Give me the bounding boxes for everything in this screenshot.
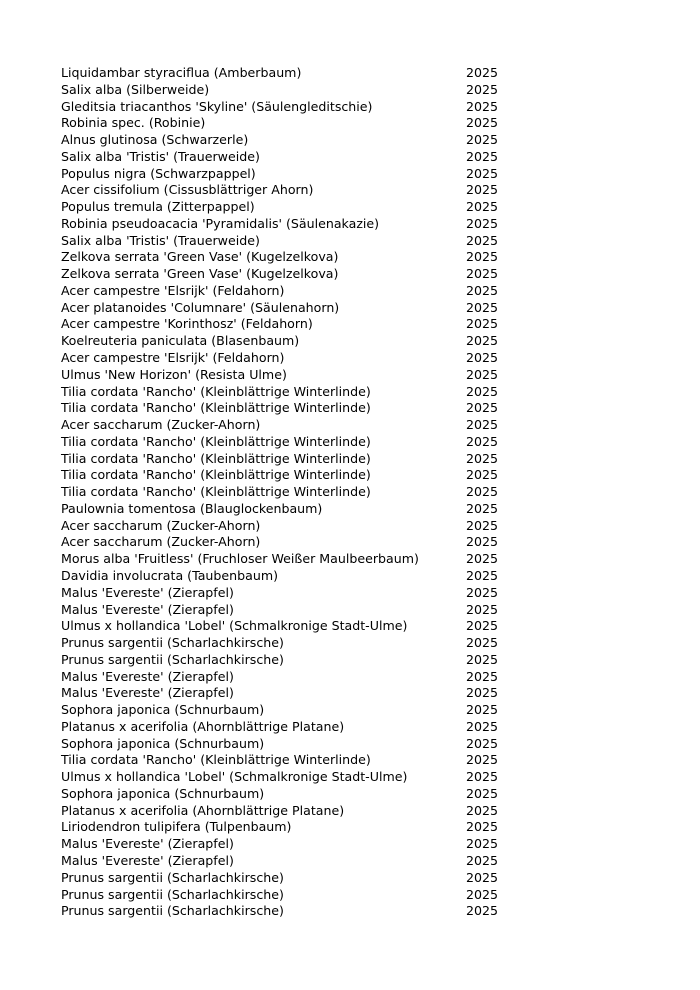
tree-list-row (61, 752, 511, 769)
planting-year: 2025 (466, 567, 499, 583)
tree-species-name: Malus 'Evereste' (Zierapfel) (61, 601, 234, 617)
planting-year: 2025 (466, 215, 499, 231)
tree-list-row (61, 568, 511, 585)
planting-year: 2025 (466, 802, 499, 818)
tree-species-name: Platanus x acerifolia (Ahornblättrige Platane) (61, 802, 345, 818)
planting-year: 2025 (466, 433, 499, 449)
tree-list-row (61, 216, 511, 233)
tree-species-name: Acer campestre 'Elsrijk' (Feldahorn) (61, 350, 285, 366)
tree-list-row (61, 803, 511, 820)
tree-list-row (61, 367, 511, 384)
tree-species-name: Tilia cordata 'Rancho' (Kleinblättrige Winterlinde) (61, 467, 371, 483)
tree-species-name: Alnus glutinosa (Schwarzerle) (61, 132, 249, 148)
tree-species-name: Tilia cordata 'Rancho' (Kleinblättrige Winterlinde) (61, 400, 371, 416)
tree-list-row (61, 283, 511, 300)
tree-species-name: Acer campestre 'Elsrijk' (Feldahorn) (61, 282, 285, 298)
tree-species-name: Acer saccharum (Zucker-Ahorn) (61, 534, 261, 550)
planting-year: 2025 (466, 299, 499, 315)
planting-year: 2025 (466, 769, 499, 785)
planting-year: 2025 (466, 500, 499, 516)
planting-year: 2025 (466, 266, 499, 282)
tree-list-row (61, 903, 511, 920)
tree-species-name: Zelkova serrata 'Green Vase' (Kugelzelkova) (61, 266, 339, 282)
tree-species-name: Ulmus x hollandica 'Lobel' (Schmalkronige Stadt-Ulme) (61, 769, 408, 785)
tree-list-row (61, 836, 511, 853)
planting-year: 2025 (466, 718, 499, 734)
planting-year: 2025 (466, 635, 499, 651)
tree-species-name: Salix alba 'Tristis' (Trauerweide) (61, 148, 260, 164)
tree-list-row (61, 333, 511, 350)
tree-species-name: Ulmus 'New Horizon' (Resista Ulme) (61, 366, 287, 382)
planting-year: 2025 (466, 65, 499, 80)
tree-species-name: Acer saccharum (Zucker-Ahorn) (61, 417, 261, 433)
planting-year: 2025 (466, 601, 499, 617)
tree-list-row (61, 417, 511, 434)
tree-species-name: Sophora japonica (Schnurbaum) (61, 735, 265, 751)
tree-species-name: Populus tremula (Zitterpappel) (61, 199, 255, 215)
planting-year: 2025 (466, 417, 499, 433)
planting-year: 2025 (466, 702, 499, 718)
tree-list-row (61, 652, 511, 669)
tree-list-row (61, 384, 511, 401)
tree-list-row (61, 702, 511, 719)
tree-list-row (61, 585, 511, 602)
planting-year: 2025 (466, 383, 499, 399)
tree-species-name: Robinia spec. (Robinie) (61, 115, 206, 131)
planting-year: 2025 (466, 182, 499, 198)
tree-species-name: Acer cissifolium (Cissusblättriger Ahorn) (61, 182, 314, 198)
planting-year: 2025 (466, 534, 499, 550)
tree-list-row (61, 602, 511, 619)
planting-year: 2025 (466, 819, 499, 835)
tree-species-name: Malus 'Evereste' (Zierapfel) (61, 668, 234, 684)
tree-list-row (61, 618, 511, 635)
tree-list-row (61, 249, 511, 266)
tree-list-row (61, 316, 511, 333)
tree-list-row (61, 451, 511, 468)
planting-year: 2025 (466, 132, 499, 148)
planting-year: 2025 (466, 651, 499, 667)
tree-list-row (61, 467, 511, 484)
tree-list-row (61, 132, 511, 149)
tree-species-name: Populus nigra (Schwarzpappel) (61, 165, 256, 181)
planting-year: 2025 (466, 685, 499, 701)
tree-species-name: Malus 'Evereste' (Zierapfel) (61, 685, 234, 701)
planting-year: 2025 (466, 467, 499, 483)
tree-list-row (61, 82, 511, 99)
planting-year: 2025 (466, 400, 499, 416)
planting-year: 2025 (466, 852, 499, 868)
tree-species-name: Tilia cordata 'Rancho' (Kleinblättrige Winterlinde) (61, 450, 371, 466)
tree-species-name: Davidia involucrata (Taubenbaum) (61, 567, 278, 583)
tree-species-name: Tilia cordata 'Rancho' (Kleinblättrige Winterlinde) (61, 752, 371, 768)
tree-list-row (61, 149, 511, 166)
planting-year: 2025 (466, 618, 499, 634)
tree-list-row (61, 434, 511, 451)
planting-year: 2025 (466, 98, 499, 114)
tree-species-name: Sophora japonica (Schnurbaum) (61, 702, 265, 718)
planting-year: 2025 (466, 752, 499, 768)
tree-species-name: Gleditsia triacanthos 'Skyline' (Säulengleditschie) (61, 98, 373, 114)
planting-year: 2025 (466, 903, 499, 919)
tree-species-name: Platanus x acerifolia (Ahornblättrige Platane) (61, 718, 345, 734)
planting-year: 2025 (466, 115, 499, 131)
tree-species-name: Malus 'Evereste' (Zierapfel) (61, 852, 234, 868)
tree-list-row (61, 400, 511, 417)
tree-species-name: Robinia pseudoacacia 'Pyramidalis' (Säulenakazie) (61, 215, 380, 231)
tree-list-row (61, 669, 511, 686)
tree-species-name: Tilia cordata 'Rancho' (Kleinblättrige Winterlinde) (61, 383, 371, 399)
tree-species-name: Malus 'Evereste' (Zierapfel) (61, 584, 234, 600)
planting-year: 2025 (466, 785, 499, 801)
planting-year: 2025 (466, 450, 499, 466)
tree-species-name: Prunus sargentii (Scharlachkirsche) (61, 869, 284, 885)
tree-list-row (61, 635, 511, 652)
planting-year: 2025 (466, 148, 499, 164)
tree-list-row (61, 266, 511, 283)
tree-list-row (61, 300, 511, 317)
tree-list-row (61, 115, 511, 132)
planting-year: 2025 (466, 249, 499, 265)
planting-year: 2025 (466, 232, 499, 248)
tree-species-name: Zelkova serrata 'Green Vase' (Kugelzelkova) (61, 249, 339, 265)
tree-list-row (61, 199, 511, 216)
planting-year: 2025 (466, 517, 499, 533)
planting-year: 2025 (466, 316, 499, 332)
planting-year: 2025 (466, 584, 499, 600)
tree-list-row (61, 736, 511, 753)
tree-list-row (61, 685, 511, 702)
tree-species-name: Morus alba 'Fruitless' (Fruchloser Weißer Maulbeerbaum) (61, 551, 419, 567)
tree-list-row (61, 65, 511, 82)
planting-year: 2025 (466, 886, 499, 902)
tree-list-row (61, 182, 511, 199)
tree-species-name: Acer saccharum (Zucker-Ahorn) (61, 517, 261, 533)
planting-year: 2025 (466, 81, 499, 97)
tree-list-row (61, 870, 511, 887)
tree-species-name: Prunus sargentii (Scharlachkirsche) (61, 635, 284, 651)
tree-species-name: Sophora japonica (Schnurbaum) (61, 785, 265, 801)
tree-species-name: Prunus sargentii (Scharlachkirsche) (61, 903, 284, 919)
tree-species-name: Malus 'Evereste' (Zierapfel) (61, 836, 234, 852)
planting-year: 2025 (466, 551, 499, 567)
tree-species-name: Acer platanoides 'Columnare' (Säulenahorn) (61, 299, 340, 315)
tree-list-row (61, 719, 511, 736)
tree-species-name: Prunus sargentii (Scharlachkirsche) (61, 651, 284, 667)
tree-list-row (61, 534, 511, 551)
planting-year: 2025 (466, 350, 499, 366)
tree-list-row (61, 501, 511, 518)
tree-list-row (61, 853, 511, 870)
planting-year: 2025 (466, 735, 499, 751)
planting-year: 2025 (466, 333, 499, 349)
tree-species-name: Prunus sargentii (Scharlachkirsche) (61, 886, 284, 902)
tree-species-name: Tilia cordata 'Rancho' (Kleinblättrige Winterlinde) (61, 433, 371, 449)
tree-list-row (61, 233, 511, 250)
tree-species-name: Tilia cordata 'Rancho' (Kleinblättrige Winterlinde) (61, 484, 371, 500)
planting-year: 2025 (466, 282, 499, 298)
tree-list-row (61, 786, 511, 803)
planting-year: 2025 (466, 836, 499, 852)
planting-year: 2025 (466, 165, 499, 181)
planting-year: 2025 (466, 199, 499, 215)
planting-year: 2025 (466, 484, 499, 500)
tree-species-name: Liriodendron tulipifera (Tulpenbaum) (61, 819, 292, 835)
tree-list-row (61, 484, 511, 501)
tree-list-row (61, 887, 511, 904)
tree-list-row (61, 769, 511, 786)
planting-year: 2025 (466, 366, 499, 382)
tree-list-row (61, 819, 511, 836)
tree-list-row (61, 350, 511, 367)
tree-list-row (61, 99, 511, 116)
tree-species-name: Koelreuteria paniculata (Blasenbaum) (61, 333, 300, 349)
tree-species-name: Ulmus x hollandica 'Lobel' (Schmalkronige Stadt-Ulme) (61, 618, 408, 634)
tree-species-name: Acer campestre 'Korinthosz' (Feldahorn) (61, 316, 313, 332)
planting-year: 2025 (466, 668, 499, 684)
tree-list-row (61, 518, 511, 535)
tree-list-row (61, 166, 511, 183)
tree-species-name: Salix alba 'Tristis' (Trauerweide) (61, 232, 260, 248)
planting-year: 2025 (466, 869, 499, 885)
tree-species-name: Liquidambar styraciflua (Amberbaum) (61, 65, 302, 80)
tree-species-name: Paulownia tomentosa (Blauglockenbaum) (61, 500, 323, 516)
tree-planting-list (61, 65, 511, 920)
tree-species-name: Salix alba (Silberweide) (61, 81, 210, 97)
tree-list-row (61, 551, 511, 568)
